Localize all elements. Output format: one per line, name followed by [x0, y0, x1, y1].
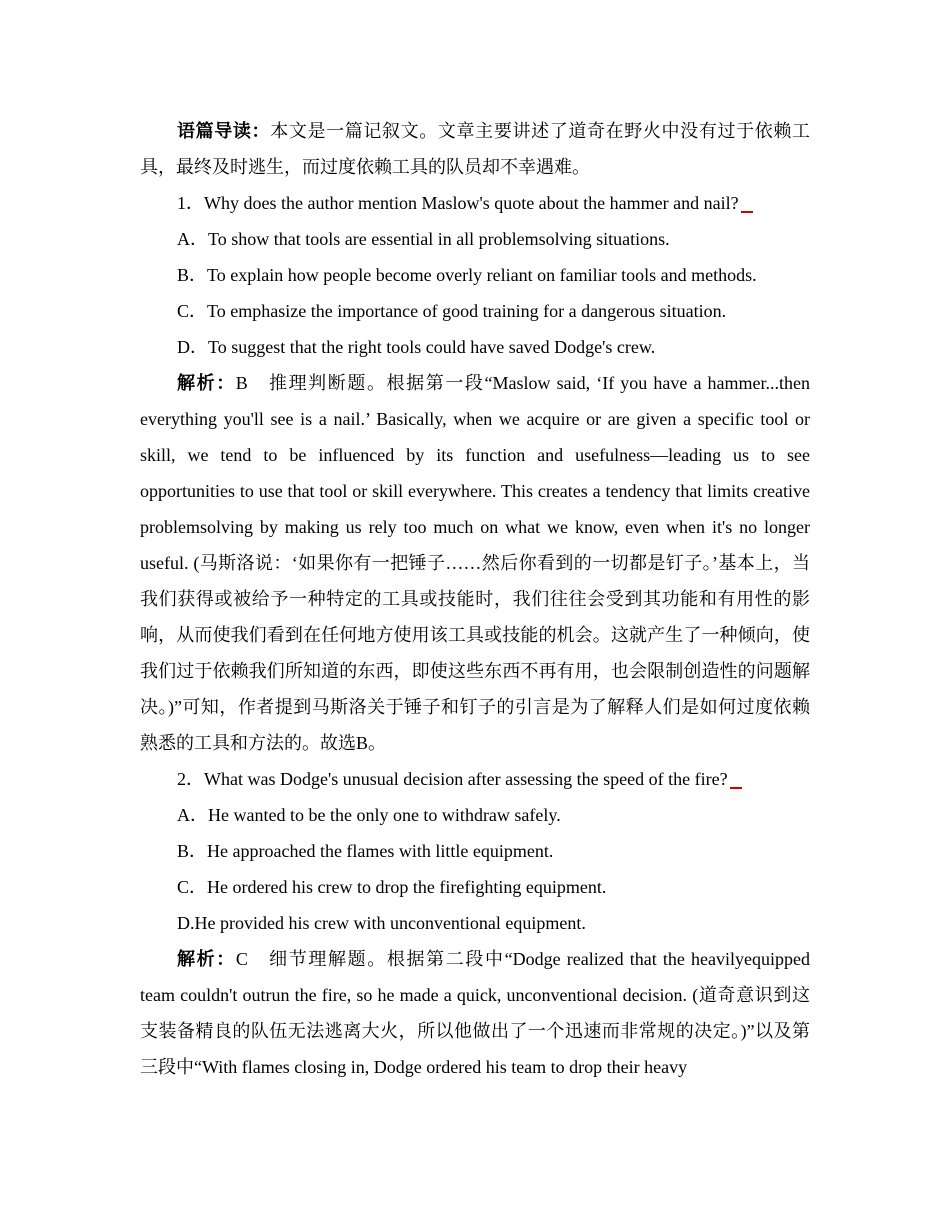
analysis-label: 解析： — [177, 373, 236, 393]
question-2-stem — [140, 761, 810, 797]
question-2-option-b: B．He approached the flames with little equipment. — [177, 841, 554, 861]
analysis-label: 解析： — [177, 949, 236, 969]
reading-guide-text: 本文是一篇记叙文。文章主要讲述了道奇在野火中没有过于依赖工具，最终及时逃生，而过度依赖工具的队员却不幸遇难。 — [140, 121, 811, 177]
document-page — [140, 113, 810, 1085]
question-2-option-c: C．He ordered his crew to drop the firefighting equipment. — [177, 877, 607, 897]
question-1-stem — [140, 185, 810, 221]
question-1-option-a: A．To show that tools are essential in all problemsolving situations. — [177, 229, 670, 249]
reading-guide — [140, 113, 810, 185]
analysis-text: C 细节理解题。根据第二段中“Dodge realized that the heavilyequipped team couldn't outrun the fire, so he made a quick, unconventional decision. (道奇意识到这支装备精良的队伍无法逃离大火，所以他做出了一个迅速而非常规的决定。)”以及第三段中“With flames closing in, Dodge ordered his team to drop their heavy — [140, 949, 810, 1077]
question-1-text: 1．Why does the author mention Maslow's quote about the hammer and nail? — [177, 193, 739, 213]
question-2-analysis — [140, 941, 810, 1085]
analysis-text: B 推理判断题。根据第一段“Maslow said, ‘If you have a hammer...then everything you'll see is a nail.’ Basically, when we acquire or are given a specific tool or skill, we tend to be influenced by its function and usefulness—leading us to see opportunities to use that tool or skill everywhere. This creates a tendency that limits creative problemsolving by making us rely too much on what we know, even when it's no longer useful. (马斯洛说：‘如果你有一把锤子……然后你看到的一切都是钉子。’基本上，当我们获得或被给予一种特定的工具或技能时，我们往往会受到其功能和有用性的影响，从而使我们看到在任何地方使用该工具或技能的机会。这就产生了一种倾向，使我们过于依赖我们所知道的东西，即使这些东西不再有用，也会限制创造性的问题解决。)”可知，作者提到马斯洛关于锤子和钉子的引言是为了解释人们是如何过度依赖熟悉的工具和方法的。故选B。 — [140, 373, 811, 753]
answer-blank — [730, 787, 742, 789]
answer-blank — [741, 211, 753, 213]
question-2-option-d: D.He provided his crew with unconventional equipment. — [177, 913, 586, 933]
question-1-option-b: B．To explain how people become overly reliant on familiar tools and methods. — [177, 265, 757, 285]
question-2-text: 2．What was Dodge's unusual decision after assessing the speed of the fire? — [177, 769, 728, 789]
reading-guide-label: 语篇导读： — [177, 121, 271, 141]
question-1-option-d: D．To suggest that the right tools could have saved Dodge's crew. — [177, 337, 656, 357]
question-2-option-a: A．He wanted to be the only one to withdraw safely. — [177, 805, 561, 825]
question-1-analysis — [140, 365, 810, 761]
question-1-option-c: C．To emphasize the importance of good training for a dangerous situation. — [177, 301, 727, 321]
